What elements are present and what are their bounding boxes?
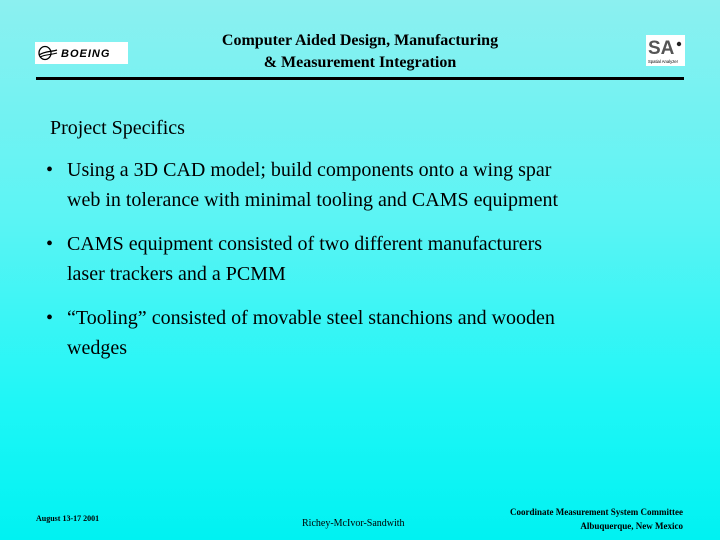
bullet-line: web in tolerance with minimal tooling and CAMS equipment (67, 189, 559, 211)
footer-committee-location: Albuquerque, New Mexico (580, 521, 683, 531)
sa-logo-letters: SA (648, 38, 675, 59)
bullet-item-2 (46, 229, 686, 289)
bullet-dot: • (46, 159, 54, 181)
section-title: Project Specifics (50, 117, 185, 139)
bullet-dot: • (46, 233, 54, 255)
bullet-line: wedges (67, 337, 127, 359)
sa-logo-subtext: Spatial Analyzer (648, 59, 679, 64)
footer-authors: Richey-McIvor-Sandwith (302, 518, 405, 529)
bullet-list (46, 155, 686, 377)
header-divider (36, 77, 684, 80)
boeing-logo-icon (37, 43, 127, 63)
boeing-logo-text: BOEING (60, 48, 110, 60)
bullet-item-1 (46, 155, 686, 215)
bullet-item-3 (46, 303, 686, 363)
footer-date: August 13-17 2001 (36, 514, 100, 523)
footer-committee-name: Coordinate Measurement System Committee (509, 507, 683, 517)
boeing-logo (35, 42, 128, 64)
bullet-line: “Tooling” consisted of movable steel stanchions and wooden (67, 307, 555, 329)
bullet-line: laser trackers and a PCMM (67, 263, 286, 285)
page-title-line2: & Measurement Integration (263, 54, 457, 71)
sa-logo (646, 35, 685, 66)
page-title (150, 30, 570, 74)
footer-committee (510, 505, 683, 533)
bullet-line: Using a 3D CAD model; build components onto a wing spar (67, 159, 552, 181)
sa-logo-icon (646, 35, 685, 66)
page-title-line1: Computer Aided Design, Manufacturing (221, 32, 499, 49)
bullet-line: CAMS equipment consisted of two different manufacturers (67, 233, 543, 255)
bullet-dot: • (46, 307, 54, 329)
